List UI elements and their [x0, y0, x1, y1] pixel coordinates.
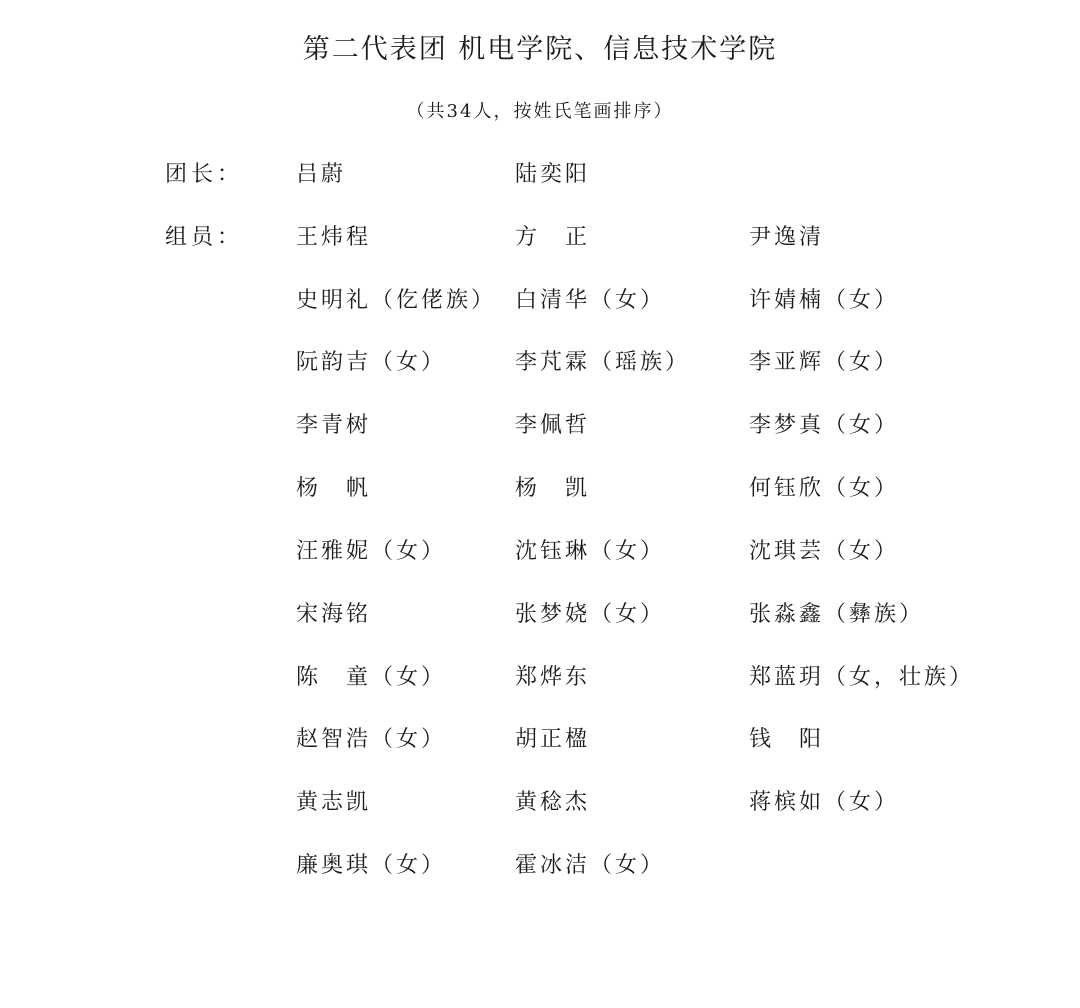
member-name: 陈 童（女）: [296, 665, 447, 690]
member-row: [0, 343, 1080, 383]
member-name: 史明礼（仡佬族）: [296, 288, 497, 313]
member-name: 白清华（女）: [515, 288, 666, 313]
member-row: [0, 406, 1080, 446]
member-name: 廉奥琪（女）: [296, 853, 447, 878]
member-name: 何钰欣（女）: [749, 476, 900, 501]
member-name: 沈琪芸（女）: [749, 539, 900, 564]
member-name: 阮韵吉（女）: [296, 350, 447, 375]
member-row: [0, 595, 1080, 635]
member-name: 蒋槟如（女）: [749, 790, 900, 815]
member-name: 张梦娆（女）: [515, 602, 666, 627]
member-name: 李佩哲: [515, 413, 591, 438]
member-name: 汪雅妮（女）: [296, 539, 447, 564]
member-row: [0, 658, 1080, 698]
member-name: 李亚辉（女）: [749, 350, 900, 375]
document-subtitle: （共34人，按姓氏笔画排序）: [406, 101, 674, 122]
member-name: 胡正楹: [515, 727, 591, 752]
member-name: 沈钰琳（女）: [515, 539, 666, 564]
member-row: [0, 281, 1080, 321]
member-name: 许婧楠（女）: [749, 288, 900, 313]
member-name: 李梦真（女）: [749, 413, 900, 438]
leader-name: 吕蔚: [296, 162, 347, 187]
member-name: 方 正: [515, 225, 591, 250]
member-name: 黄志凯: [296, 790, 372, 815]
member-row: [0, 783, 1080, 823]
member-name: 杨 凯: [515, 476, 591, 501]
member-name: 郑蓝玥（女，壮族）: [749, 665, 975, 690]
member-name: 黄稔杰: [515, 790, 591, 815]
document-title: 第二代表团 机电学院、信息技术学院: [302, 34, 778, 65]
member-row: [0, 846, 1080, 886]
members-label: 组员：: [165, 225, 244, 250]
member-name: 李芃霖（瑶族）: [515, 350, 691, 375]
member-name: 李青树: [296, 413, 372, 438]
member-name: 杨 帆: [296, 476, 372, 501]
leaders-label: 团长：: [165, 162, 244, 187]
member-name: 赵智浩（女）: [296, 727, 447, 752]
member-name: 钱 阳: [749, 727, 825, 752]
member-name: 宋海铭: [296, 602, 372, 627]
member-name: 霍冰洁（女）: [515, 853, 666, 878]
member-name: 王炜程: [296, 225, 372, 250]
member-row: [0, 532, 1080, 572]
member-row: [0, 218, 1080, 258]
member-name: 尹逸清: [749, 225, 825, 250]
member-name: 郑烨东: [515, 665, 591, 690]
member-row: [0, 720, 1080, 760]
member-name: 张淼鑫（彝族）: [749, 602, 925, 627]
leader-name: 陆奕阳: [515, 162, 591, 187]
leaders-row: [0, 155, 1080, 195]
member-row: [0, 469, 1080, 509]
